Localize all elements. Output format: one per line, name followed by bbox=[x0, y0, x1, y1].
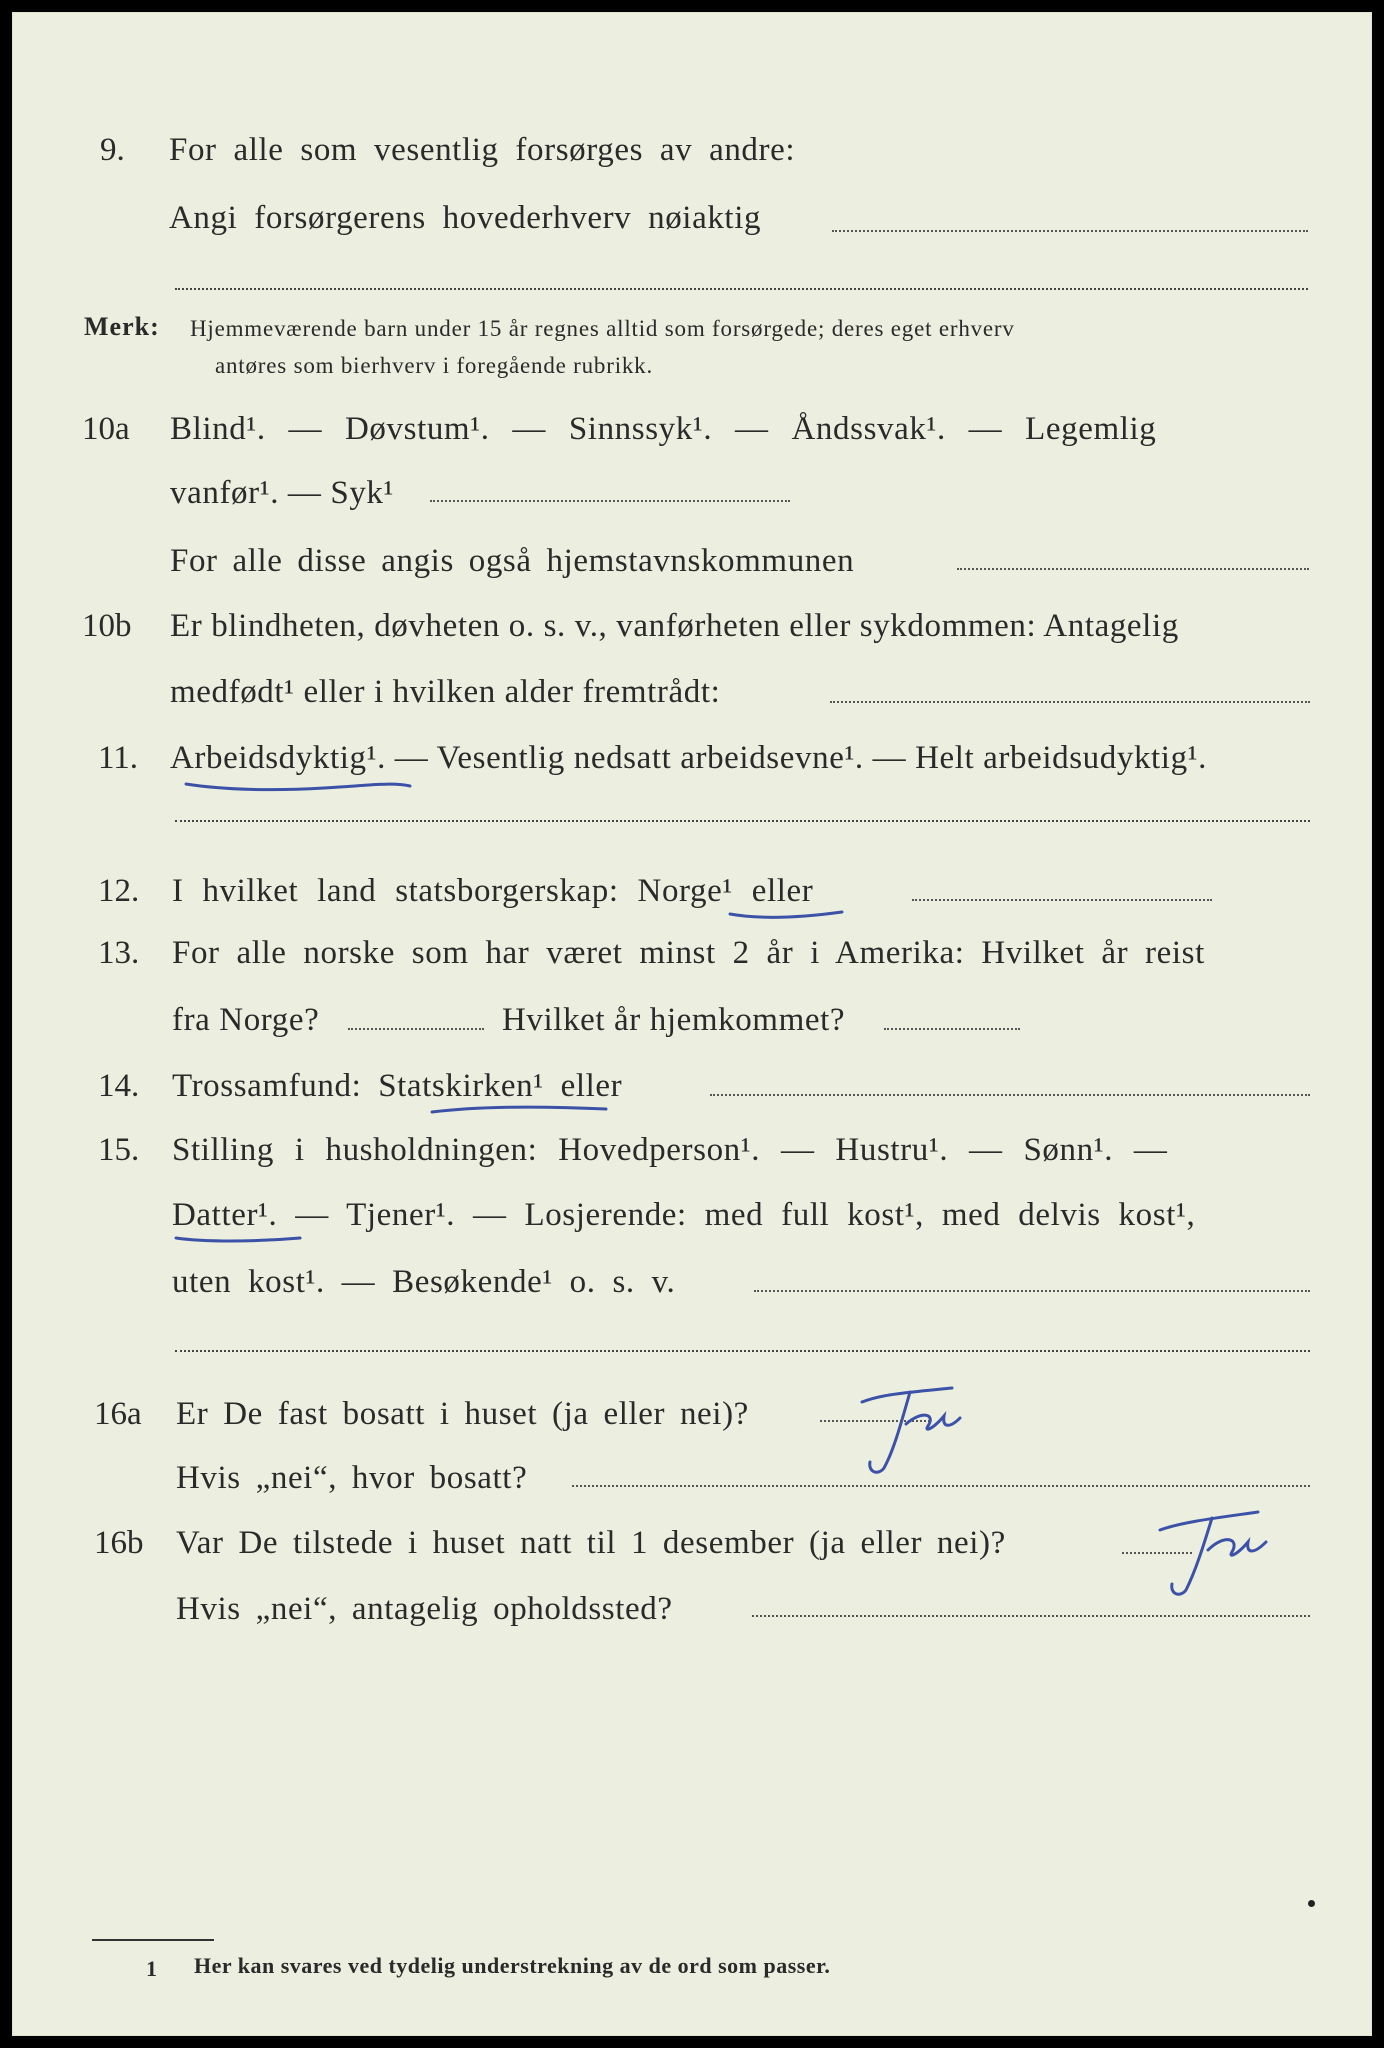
q16a-number: 16a bbox=[94, 1396, 142, 1432]
q16a-line1: Er De fast bosatt i huset (ja eller nei)? bbox=[176, 1396, 749, 1432]
q9-line2: Angi forsørgerens hovederhverv nøiaktig bbox=[169, 200, 762, 236]
q13-hjemkommet-answer-line[interactable] bbox=[884, 1028, 1020, 1030]
q16b-number: 16b bbox=[94, 1525, 144, 1561]
q16a-bosatt-answer-line[interactable] bbox=[572, 1485, 1310, 1487]
q14-answer-line[interactable] bbox=[710, 1094, 1310, 1096]
merk-line1: Hjemmeværende barn under 15 år regnes alltid som forsørgede; deres eget erhverv bbox=[190, 316, 1015, 341]
q16b-handwritten-answer bbox=[1132, 1504, 1282, 1609]
q10a-line3: For alle disse angis også hjemstavnskommunen bbox=[170, 543, 855, 579]
q10b-number: 10b bbox=[82, 608, 132, 644]
q12-answer-line[interactable] bbox=[912, 899, 1212, 901]
q9-line1: For alle som vesentlig forsørges av andre: bbox=[169, 132, 796, 168]
q14-line1: Trossamfund: Statskirken¹ eller bbox=[172, 1068, 623, 1104]
handwritten-ja-icon bbox=[1132, 1504, 1282, 1604]
q10a-number: 10a bbox=[82, 411, 130, 447]
q15-line1: Stilling i husholdningen: Hovedperson¹. — Hustru¹. — Sønn¹. — bbox=[172, 1132, 1168, 1168]
q12-number: 12. bbox=[98, 873, 140, 909]
q15-answer-line-2[interactable] bbox=[175, 1350, 1310, 1352]
q11-number: 11. bbox=[98, 740, 139, 776]
q10b-line2: medfødt¹ eller i hvilken alder fremtrådt: bbox=[170, 674, 721, 710]
q16b-line1: Var De tilstede i huset natt til 1 desember (ja eller nei)? bbox=[176, 1525, 1006, 1561]
pen-underline-norge bbox=[728, 904, 848, 924]
footnote-mark: 1 bbox=[146, 1956, 158, 1981]
q10a-syk-answer-line[interactable] bbox=[430, 500, 790, 502]
q15-answer-line[interactable] bbox=[754, 1290, 1310, 1292]
q16b-line2: Hvis „nei“, antagelig opholdssted? bbox=[176, 1591, 673, 1627]
pen-underline-statskirken bbox=[430, 1100, 610, 1120]
q14-number: 14. bbox=[98, 1068, 140, 1104]
q10a-line2: vanfør¹. — Syk¹ bbox=[170, 475, 395, 511]
q10b-answer-line[interactable] bbox=[830, 701, 1310, 703]
handwritten-ja-icon bbox=[832, 1380, 972, 1480]
q13-number: 13. bbox=[98, 935, 140, 971]
q15-number: 15. bbox=[98, 1132, 140, 1168]
q15-line2: Datter¹. — Tjener¹. — Losjerende: med full kost¹, med delvis kost¹, bbox=[172, 1197, 1196, 1233]
footnote-text: Her kan svares ved tydelig understrekning av de ord som passer. bbox=[194, 1953, 831, 1978]
q13-reist-answer-line[interactable] bbox=[348, 1028, 484, 1030]
q10a-line1: Blind¹. — Døvstum¹. — Sinnssyk¹. — Åndssvak¹. — Legemlig bbox=[170, 411, 1157, 447]
q15-line3: uten kost¹. — Besøkende¹ o. s. v. bbox=[172, 1264, 676, 1300]
q9-answer-line-2[interactable] bbox=[175, 288, 1308, 290]
q13-line1: For alle norske som har været minst 2 år i Amerika: Hvilket år reist bbox=[172, 935, 1205, 971]
q10a-kommune-answer-line[interactable] bbox=[957, 568, 1309, 570]
q11-answer-line[interactable] bbox=[175, 820, 1310, 822]
pen-underline-datter bbox=[174, 1228, 304, 1248]
q16a-line2: Hvis „nei“, hvor bosatt? bbox=[176, 1460, 528, 1496]
q9-number: 9. bbox=[100, 132, 125, 168]
merk-line2: antøres som bierhverv i foregående rubrikk. bbox=[215, 353, 654, 378]
q11-line1: Arbeidsdyktig¹. — Vesentlig nedsatt arbeidsevne¹. — Helt arbeidsudyktig¹. bbox=[170, 740, 1208, 776]
q13-line2b: Hvilket år hjemkommet? bbox=[502, 1002, 846, 1038]
census-form-page bbox=[12, 12, 1372, 2036]
footnote-rule bbox=[92, 1939, 214, 1941]
pen-underline-arbeidsdyktig bbox=[184, 774, 414, 796]
q10b-line1: Er blindheten, døvheten o. s. v., vanførheten eller sykdommen: Antagelig bbox=[170, 608, 1179, 644]
q16a-handwritten-answer bbox=[832, 1380, 972, 1485]
q9-answer-line[interactable] bbox=[832, 230, 1308, 232]
q13-line2a: fra Norge? bbox=[172, 1002, 320, 1038]
merk-label: Merk: bbox=[84, 312, 160, 341]
q12-line1: I hvilket land statsborgerskap: Norge¹ eller bbox=[172, 873, 814, 909]
ink-speck bbox=[1308, 1900, 1315, 1907]
q16b-opholdssted-answer-line[interactable] bbox=[752, 1615, 1310, 1617]
